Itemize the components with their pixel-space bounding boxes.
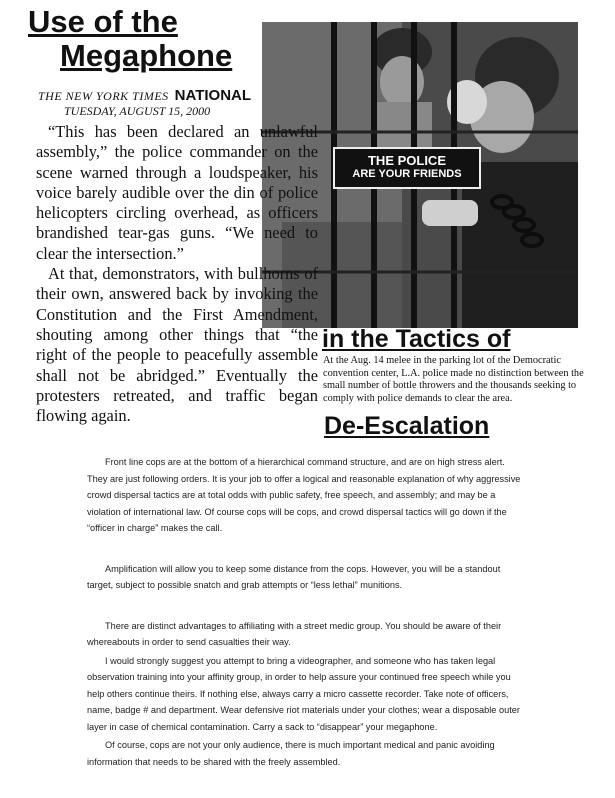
newspaper-article <box>36 122 318 426</box>
newspaper-date: TUESDAY, AUGUST 15, 2000 <box>64 104 211 118</box>
sign-text-line-1: THE POLICE <box>367 153 446 168</box>
newspaper-edition: NATIONAL <box>174 87 252 104</box>
body-paragraph: I would strongly suggest you attempt to bring a videographer, and someone who has taken legal observation training into your affinity group, in order to help assure your continued free speech while you help others continue theirs. If nothing else, always carry a micro cassette recorder. Take note of officers, name, badge # and department. Wear defensive riot materials under your clothes; wear a disposable outer layer in case of chemical contamination. Carry a sack to “disappear” your megaphone. <box>87 655 520 732</box>
photo-caption: At the Aug. 14 melee in the parking lot of the Democratic convention center, L.A. police made no distinction between the small number of bottle throwers and the thousands seeking to comply with police demands to clear the area. <box>323 355 584 404</box>
body-text <box>87 454 527 770</box>
newspaper-name: THE NEW YORK TIMES <box>38 89 169 103</box>
headline-line-1: Use of the <box>28 4 178 39</box>
headline-line-4: De-Escalation <box>324 412 490 440</box>
body-paragraph: Front line cops are at the bottom of a hierarchical command structure, and are on high stress alert. They are just following orders. It is your job to offer a logical and reasonable explanation of why aggressive crowd dispersal tactics are at total odds with public safety, free speech, and assembly; and may be a violation of international law. Of course cops will be cops, and crowd dispersal tactics will go down if the “officer in charge” makes the call. <box>87 457 521 533</box>
body-paragraph: There are distinct advantages to affiliating with a street medic group. You should be aware of their whereabouts in order to send casualties their way. <box>87 620 502 647</box>
body-paragraph: Of course, cops are not your only audience, there is much important medical and panic avoiding information that needs to be shared with the freely assembled. <box>87 740 495 767</box>
headline-line-3: in the Tactics of <box>322 325 511 353</box>
police-sign <box>333 147 481 189</box>
sign-text-line-2: ARE YOUR FRIENDS <box>352 168 462 180</box>
newspaper-masthead <box>38 87 300 117</box>
headline-line-2: Megaphone <box>60 38 233 73</box>
article-paragraph: At that, demonstrators, with bullhorns of their own, answered back by invoking the Constitution and the First Amendment, shouting among other things that “the right of the people to peacefully assemble shall not be abridged.” Eventually the protesters retreated, and traffic began flowing again. <box>36 264 318 426</box>
article-paragraph: “This has been declared an unlawful assembly,” the police commander on the scene warned through a loudspeaker, his voice barely audible over the din of police helicopters circling overhead, as officers brandished tear-gas guns. “We need to clear the intersection.” <box>36 122 318 263</box>
body-paragraph: Amplification will allow you to keep some distance from the cops. However, you will be a standout target, subject to possible snatch and grab attempts or “less lethal” munitions. <box>87 563 501 590</box>
